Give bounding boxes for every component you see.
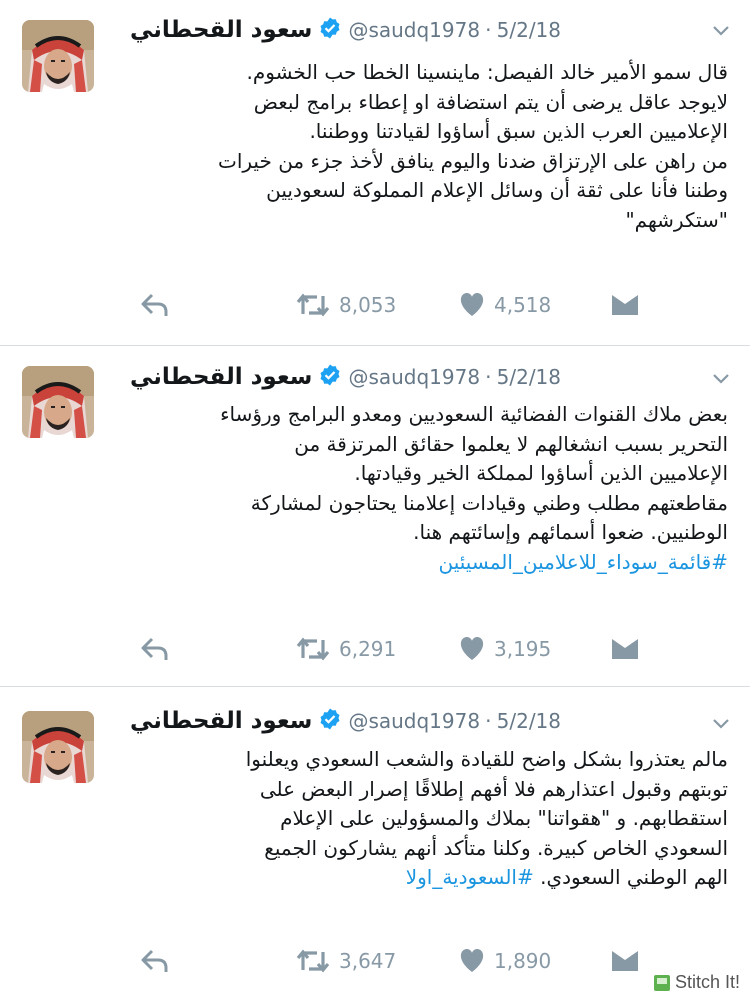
hashtag-link[interactable]: #قائمة_سوداء_للاعلامين_المسيئين: [438, 549, 728, 574]
retweet-button[interactable]: [295, 944, 396, 978]
retweet-button[interactable]: [295, 288, 396, 322]
chevron-down-icon[interactable]: [710, 368, 732, 390]
text-line: بعض ملاك القنوات الفضائية السعوديين ومعدو البرامج ورؤساء: [220, 402, 728, 426]
text-line: الإعلاميين العرب الذين سبق أساؤوا لقيادتنا ووطننا.: [309, 119, 728, 143]
message-button[interactable]: [610, 288, 640, 322]
separator: ·: [485, 18, 492, 42]
separator: ·: [485, 709, 492, 733]
display-name[interactable]: سعود القحطاني: [130, 364, 313, 390]
text-line: مقاطعتهم مطلب وطني وقيادات إعلامنا يحتاجون لمشاركة: [250, 490, 728, 515]
text-line: السعودي الخاص كبيرة. وكلنا متأكد أنهم يشاركون الجميع: [264, 835, 728, 860]
text-line: من راهن على الإرتزاق ضدنا واليوم ينافق لأخذ جزء من خيرات: [218, 148, 728, 173]
retweet-count: 6,291: [339, 637, 397, 661]
display-name[interactable]: سعود القحطاني: [130, 708, 313, 734]
like-button[interactable]: [458, 288, 551, 322]
reply-button[interactable]: [140, 632, 170, 666]
verified-badge-icon: [318, 707, 342, 735]
tweet-actions: [140, 288, 640, 322]
tweet-actions: [140, 632, 640, 666]
chevron-down-icon[interactable]: [710, 20, 732, 42]
text-line: الهم الوطني السعودي.: [540, 865, 728, 889]
tweet-1[interactable]: [0, 0, 750, 345]
verified-badge-icon: [318, 16, 342, 44]
stitch-label: Stitch It!: [674, 972, 740, 992]
retweet-icon: [295, 636, 331, 662]
text-line: وطننا فأنا على ثقة أن وسائل الإعلام المملوكة لسعوديين: [266, 178, 728, 202]
heart-icon: [458, 948, 486, 974]
text-line: توبتهم وقبول اعتذارهم فلا أفهم إطلاقًا إصرار البعض على: [259, 776, 728, 801]
stitch-it-watermark: [650, 970, 744, 995]
text-line: قال سمو الأمير خالد الفيصل: ماينسينا الخطا حب الخشوم.: [246, 60, 728, 84]
avatar[interactable]: [22, 20, 94, 92]
tweet-3[interactable]: [0, 687, 750, 999]
chevron-down-icon[interactable]: [710, 713, 732, 735]
separator: ·: [485, 365, 492, 389]
tweet-header: [130, 707, 698, 741]
verified-badge-icon: [318, 363, 342, 391]
text-line: التحرير بسبب انشغالهم لا يعلموا حقائق المرتزقة من: [294, 431, 728, 456]
envelope-icon: [610, 636, 640, 662]
hashtag-link[interactable]: #السعودية_اولا: [405, 865, 534, 889]
like-count: 3,195: [494, 637, 552, 661]
text-line: "ستكرشهم": [625, 207, 728, 232]
tweet-actions: [140, 944, 640, 978]
heart-icon: [458, 636, 486, 662]
text-line: استقطابهم. و "هقواتنا" بملاك والمسؤولين على الإعلام: [280, 806, 728, 830]
like-count: 4,518: [494, 293, 552, 317]
retweet-count: 3,647: [339, 949, 397, 973]
display-name[interactable]: سعود القحطاني: [130, 17, 313, 43]
like-count: 1,890: [494, 949, 552, 973]
avatar[interactable]: [22, 711, 94, 783]
heart-icon: [458, 292, 486, 318]
tweet-2[interactable]: [0, 346, 750, 686]
user-handle[interactable]: @saudq1978: [348, 18, 481, 42]
stitch-logo-icon: [654, 975, 670, 991]
retweet-icon: [295, 948, 331, 974]
reply-icon: [140, 948, 170, 974]
like-button[interactable]: [458, 944, 551, 978]
tweet-text: [128, 400, 728, 577]
text-line: مالم يعتذروا بشكل واضح للقيادة والشعب السعودي ويعلنوا: [245, 747, 728, 771]
text-line: الإعلاميين الذين أساؤوا لمملكة الخير وقيادتها.: [354, 461, 728, 485]
tweet-text: [128, 58, 728, 235]
retweet-button[interactable]: [295, 632, 396, 666]
tweet-date[interactable]: 5/2/18: [496, 365, 561, 389]
tweet-date[interactable]: 5/2/18: [496, 18, 561, 42]
envelope-icon: [610, 292, 640, 318]
tweet-header: [130, 16, 698, 50]
text-line: الوطنيين. ضعوا أسمائهم وإسائتهم هنا.: [413, 520, 728, 544]
tweet-date[interactable]: 5/2/18: [496, 709, 561, 733]
tweet-text: [128, 745, 728, 893]
user-handle[interactable]: @saudq1978: [348, 709, 481, 733]
retweet-count: 8,053: [339, 293, 397, 317]
reply-icon: [140, 292, 170, 318]
message-button[interactable]: [610, 632, 640, 666]
user-handle[interactable]: @saudq1978: [348, 365, 481, 389]
text-line: لايوجد عاقل يرضى أن يتم استضافة او إعطاء برامج لبعض: [253, 89, 728, 114]
reply-button[interactable]: [140, 288, 170, 322]
avatar[interactable]: [22, 366, 94, 438]
message-button[interactable]: [610, 944, 640, 978]
tweet-header: [130, 363, 698, 397]
reply-button[interactable]: [140, 944, 170, 978]
envelope-icon: [610, 948, 640, 974]
retweet-icon: [295, 292, 331, 318]
like-button[interactable]: [458, 632, 551, 666]
reply-icon: [140, 636, 170, 662]
